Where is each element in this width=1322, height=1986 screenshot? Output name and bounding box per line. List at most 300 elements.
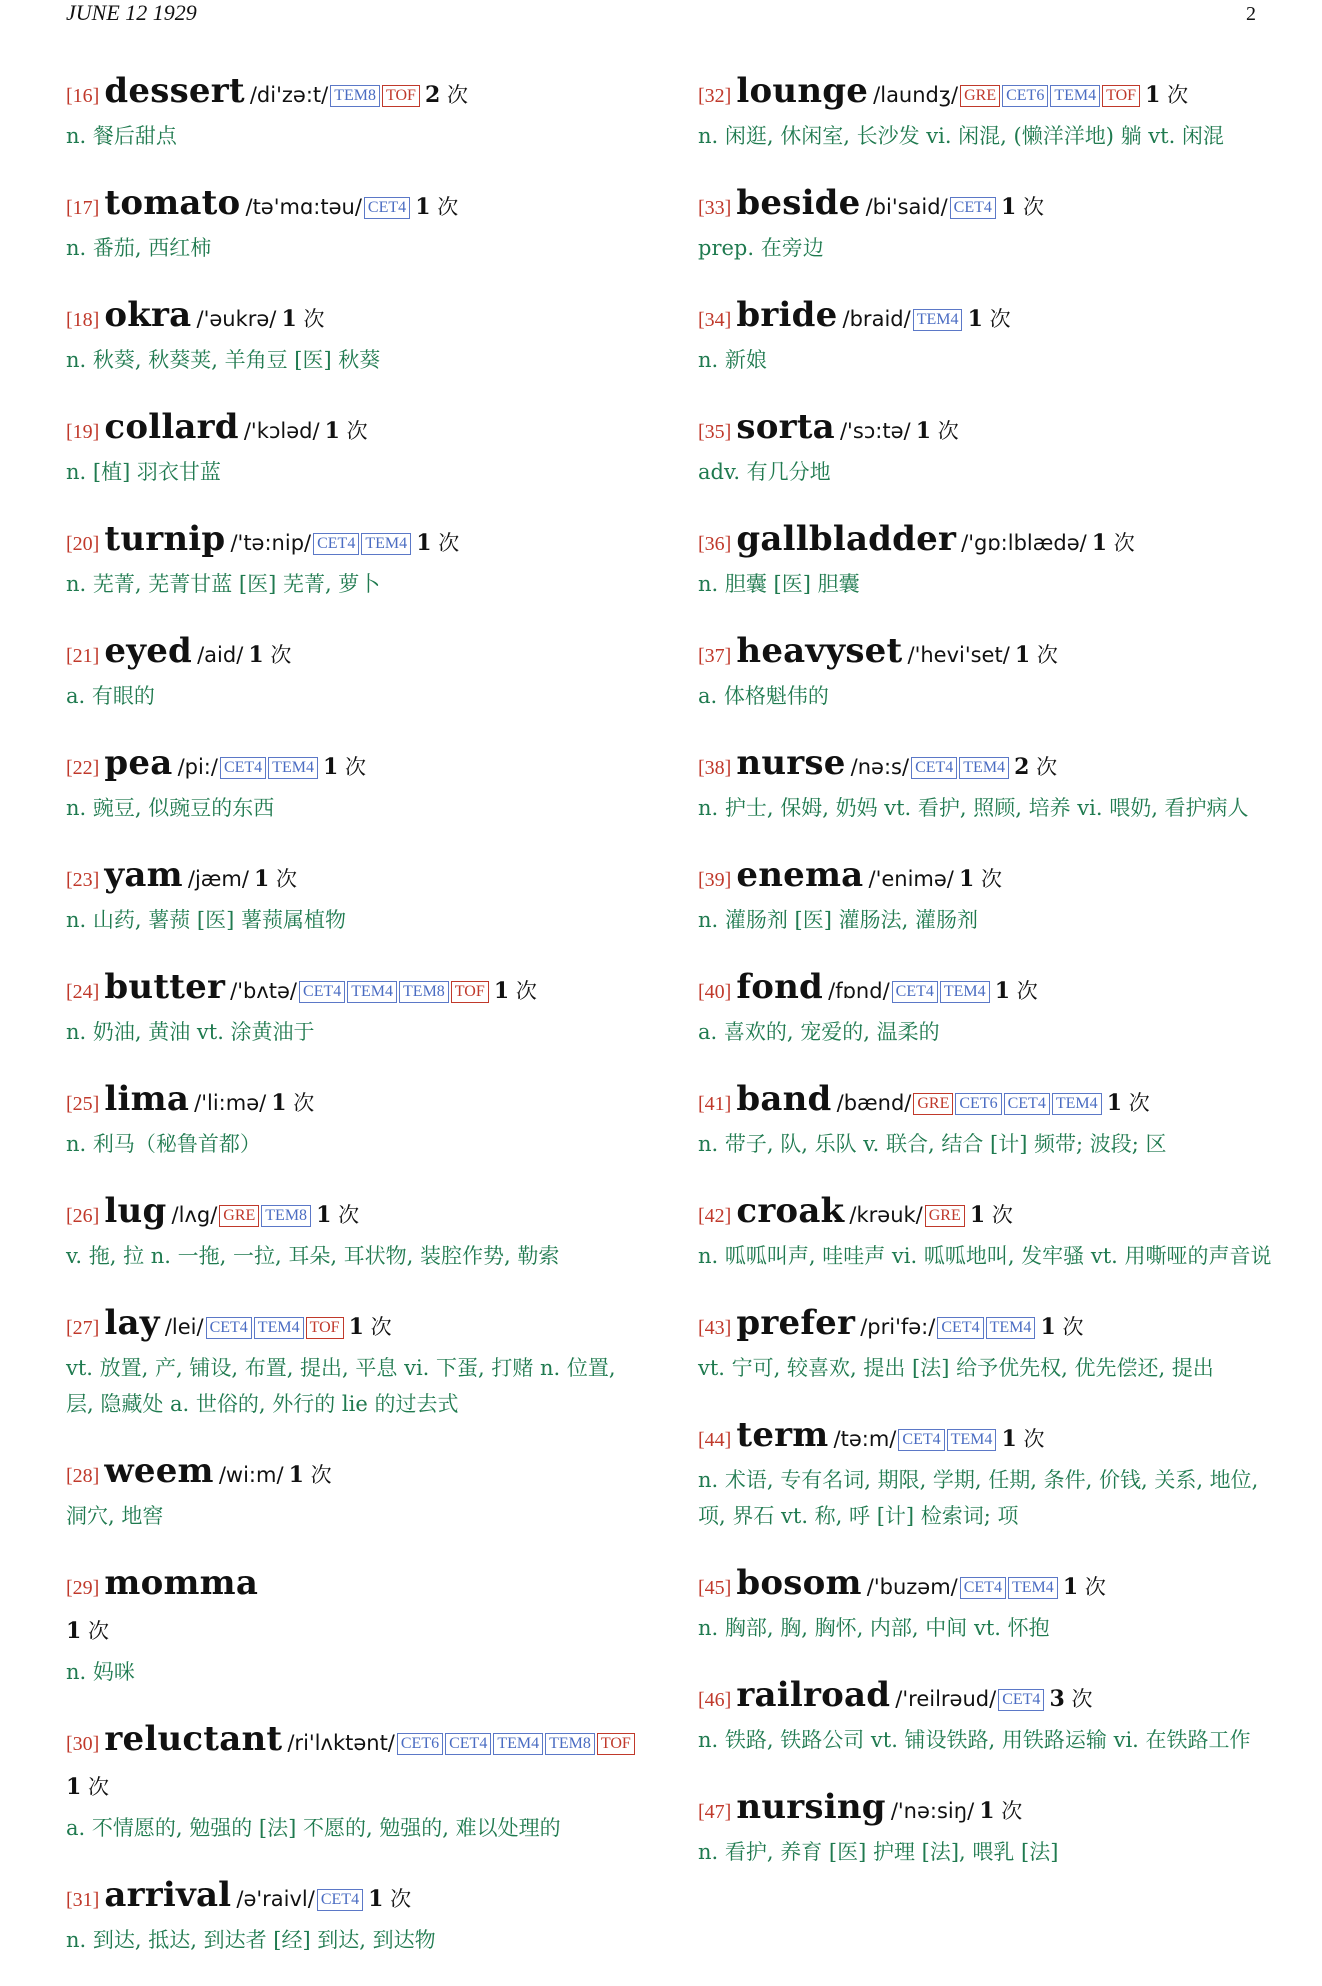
count-unit: 次 bbox=[293, 1091, 315, 1115]
vocab-entry bbox=[66, 1078, 636, 1162]
headword: sorta bbox=[736, 407, 835, 447]
occurrence-count bbox=[1040, 1315, 1083, 1339]
vocab-entry bbox=[66, 406, 636, 490]
count-unit: 次 bbox=[1128, 1091, 1150, 1115]
occurrence-count bbox=[1050, 1687, 1093, 1711]
count-number: 1 bbox=[415, 194, 431, 220]
count-unit: 次 bbox=[1167, 83, 1189, 107]
definition: n. 术语, 专有名词, 期限, 学期, 任期, 条件, 价钱, 关系, 地位, 项, 界石 vt. 称, 呼 [计] 检索词; 项 bbox=[698, 1468, 1259, 1528]
exam-tag: GRE bbox=[219, 1205, 259, 1227]
entry-index: [32] bbox=[698, 85, 732, 107]
entry-head bbox=[698, 1190, 1273, 1238]
count-number: 1 bbox=[1040, 1314, 1056, 1340]
headword: band bbox=[736, 1079, 832, 1119]
count-unit: 次 bbox=[1016, 979, 1038, 1003]
definition: n. 看护, 养育 [医] 护理 [法], 喂乳 [法] bbox=[698, 1840, 1059, 1864]
vocab-entry bbox=[66, 630, 636, 714]
exam-tag: TOF bbox=[306, 1317, 344, 1339]
count-number: 1 bbox=[979, 1798, 995, 1824]
definition: n. 奶油, 黄油 vt. 涂黄油于 bbox=[66, 1020, 315, 1044]
occurrence-count bbox=[1092, 531, 1135, 555]
page-number: 2 bbox=[1246, 3, 1256, 25]
count-number: 2 bbox=[425, 82, 441, 108]
entry-head bbox=[698, 70, 1273, 118]
headword: term bbox=[736, 1415, 829, 1455]
definition: n. 到达, 抵达, 到达者 [经] 到达, 到达物 bbox=[66, 1928, 436, 1952]
exam-tag: CET4 bbox=[898, 1429, 944, 1451]
headword: eyed bbox=[104, 631, 193, 671]
entry-head bbox=[66, 406, 636, 454]
phonetic: /lei/ bbox=[164, 1315, 204, 1339]
entry-head bbox=[66, 1562, 636, 1654]
phonetic: /'gɒ:lblædə/ bbox=[961, 531, 1087, 555]
vocab-entry bbox=[698, 966, 1273, 1050]
exam-tag: CET6 bbox=[397, 1733, 443, 1755]
occurrence-count bbox=[66, 1775, 109, 1799]
entry-index: [23] bbox=[66, 869, 100, 891]
exam-tag: TOF bbox=[597, 1733, 635, 1755]
count-unit: 次 bbox=[1071, 1687, 1093, 1711]
phonetic: /jæm/ bbox=[187, 867, 249, 891]
exam-tag: GRE bbox=[913, 1093, 953, 1115]
entry-head bbox=[698, 1786, 1273, 1834]
phonetic: /ri'lʌktənt/ bbox=[287, 1731, 395, 1755]
exam-tag: TOF bbox=[1102, 85, 1140, 107]
headword: lounge bbox=[736, 71, 869, 111]
phonetic: /bænd/ bbox=[836, 1091, 912, 1115]
headword: prefer bbox=[736, 1303, 856, 1343]
exam-tag: TEM4 bbox=[986, 1317, 1036, 1339]
definition: v. 拖, 拉 n. 一拖, 一拉, 耳朵, 耳状物, 装腔作势, 勒索 bbox=[66, 1244, 560, 1268]
count-unit: 次 bbox=[1036, 643, 1058, 667]
headword: croak bbox=[736, 1191, 845, 1231]
count-unit: 次 bbox=[338, 1203, 360, 1227]
vocab-entry bbox=[66, 182, 636, 266]
count-unit: 次 bbox=[1023, 1427, 1045, 1451]
count-unit: 次 bbox=[346, 419, 368, 443]
occurrence-count bbox=[349, 1315, 392, 1339]
headword: tomato bbox=[104, 183, 241, 223]
phonetic: /'enimə/ bbox=[868, 867, 954, 891]
definition: n. 带子, 队, 乐队 v. 联合, 结合 [计] 频带; 波段; 区 bbox=[698, 1132, 1167, 1156]
exam-tag: CET4 bbox=[911, 757, 957, 779]
definition: n. 山药, 薯蓣 [医] 薯蓣属植物 bbox=[66, 908, 346, 932]
entry-head bbox=[698, 854, 1273, 902]
entry-head bbox=[698, 518, 1273, 566]
phonetic: /'nə:siŋ/ bbox=[890, 1799, 975, 1823]
vocab-entry bbox=[698, 630, 1273, 714]
count-unit: 次 bbox=[980, 867, 1002, 891]
count-unit: 次 bbox=[438, 531, 460, 555]
count-number: 3 bbox=[1049, 1686, 1065, 1712]
vocab-entry bbox=[66, 1450, 636, 1534]
entry-head bbox=[66, 1302, 636, 1350]
entry-head bbox=[66, 854, 636, 902]
count-unit: 次 bbox=[88, 1775, 109, 1799]
vocab-entry bbox=[698, 1078, 1273, 1162]
count-unit: 次 bbox=[270, 643, 292, 667]
occurrence-count bbox=[1001, 195, 1044, 219]
exam-tag: TEM4 bbox=[1008, 1577, 1058, 1599]
vocab-entry bbox=[66, 742, 636, 826]
exam-tag: TEM4 bbox=[1050, 85, 1100, 107]
entry-index: [28] bbox=[66, 1465, 100, 1487]
exam-tag: GRE bbox=[960, 85, 1000, 107]
definition: a. 有眼的 bbox=[66, 684, 155, 708]
exam-tag: CET6 bbox=[1002, 85, 1048, 107]
phonetic: /tə:m/ bbox=[833, 1427, 897, 1451]
count-number: 1 bbox=[1014, 642, 1031, 668]
phonetic: /'əukrə/ bbox=[196, 307, 277, 331]
vocab-entry bbox=[698, 1414, 1273, 1534]
definition: n. 灌肠剂 [医] 灌肠法, 灌肠剂 bbox=[698, 908, 978, 932]
count-unit: 次 bbox=[1001, 1799, 1023, 1823]
vocab-entry bbox=[698, 1190, 1273, 1274]
entry-index: [16] bbox=[66, 85, 100, 107]
occurrence-count bbox=[494, 979, 537, 1003]
count-unit: 次 bbox=[991, 1203, 1013, 1227]
count-number: 1 bbox=[1145, 82, 1161, 108]
headword: lay bbox=[104, 1303, 160, 1343]
occurrence-count bbox=[415, 195, 458, 219]
entry-index: [40] bbox=[698, 981, 732, 1003]
exam-tag: CET4 bbox=[313, 533, 359, 555]
count-unit: 次 bbox=[937, 419, 959, 443]
entry-index: [29] bbox=[66, 1577, 100, 1599]
count-unit: 次 bbox=[1036, 755, 1058, 779]
headword: nursing bbox=[736, 1787, 886, 1827]
count-unit: 次 bbox=[989, 307, 1011, 331]
count-number: 1 bbox=[967, 306, 983, 332]
definition: n. 秋葵, 秋葵荚, 羊角豆 [医] 秋葵 bbox=[66, 348, 381, 372]
exam-tag: TEM4 bbox=[268, 757, 318, 779]
entry-head bbox=[66, 518, 636, 566]
vocab-entry bbox=[66, 1874, 636, 1958]
occurrence-count bbox=[959, 867, 1002, 891]
vocab-entry bbox=[66, 854, 636, 938]
definition: 洞穴, 地窖 bbox=[66, 1504, 164, 1528]
exam-tag: TEM4 bbox=[1052, 1093, 1102, 1115]
occurrence-count bbox=[66, 1619, 109, 1643]
occurrence-count bbox=[316, 1203, 359, 1227]
phonetic: /wi:m/ bbox=[218, 1463, 284, 1487]
count-number: 1 bbox=[1091, 530, 1108, 556]
count-number: 1 bbox=[1106, 1090, 1122, 1116]
entry-index: [24] bbox=[66, 981, 100, 1003]
left-column bbox=[66, 70, 636, 1986]
phonetic: /'bʌtə/ bbox=[230, 979, 298, 1003]
headword: bride bbox=[736, 295, 838, 335]
right-column bbox=[698, 70, 1273, 1898]
headword: fond bbox=[736, 967, 824, 1007]
occurrence-count bbox=[323, 755, 366, 779]
exam-tag: TOF bbox=[382, 85, 420, 107]
headword: railroad bbox=[736, 1675, 891, 1715]
count-number: 1 bbox=[994, 978, 1011, 1004]
vocab-entry bbox=[698, 1674, 1273, 1758]
definition: prep. 在旁边 bbox=[698, 236, 824, 260]
headword: butter bbox=[104, 967, 226, 1007]
count-unit: 次 bbox=[1113, 531, 1135, 555]
entry-head bbox=[66, 1718, 636, 1810]
entry-head bbox=[66, 630, 636, 678]
definition: n. 呱呱叫声, 哇哇声 vi. 呱呱地叫, 发牢骚 vt. 用嘶哑的声音说 bbox=[698, 1244, 1272, 1268]
count-unit: 次 bbox=[303, 307, 325, 331]
headword: lima bbox=[104, 1079, 190, 1119]
entry-head bbox=[66, 1450, 636, 1498]
count-number: 1 bbox=[254, 866, 270, 892]
page-date: JUNE 12 1929 bbox=[66, 0, 197, 25]
headword: momma bbox=[104, 1563, 259, 1603]
count-number: 1 bbox=[248, 642, 264, 668]
exam-tag: CET4 bbox=[998, 1689, 1044, 1711]
count-number: 1 bbox=[493, 978, 510, 1004]
phonetic: /'hevi'set/ bbox=[907, 643, 1010, 667]
entry-index: [21] bbox=[66, 645, 100, 667]
exam-tag: TEM4 bbox=[959, 757, 1009, 779]
count-unit: 次 bbox=[1084, 1575, 1106, 1599]
exam-tag: TEM4 bbox=[947, 1429, 997, 1451]
definition: adv. 有几分地 bbox=[698, 460, 831, 484]
occurrence-count bbox=[1015, 643, 1058, 667]
headword: reluctant bbox=[104, 1719, 283, 1759]
entry-head bbox=[66, 1874, 636, 1922]
occurrence-count bbox=[368, 1887, 411, 1911]
occurrence-count bbox=[916, 419, 959, 443]
entry-index: [46] bbox=[698, 1689, 732, 1711]
count-number: 1 bbox=[915, 418, 932, 444]
exam-tag: CET4 bbox=[317, 1889, 363, 1911]
entry-index: [33] bbox=[698, 197, 732, 219]
count-number: 1 bbox=[316, 1202, 332, 1228]
entry-index: [41] bbox=[698, 1093, 732, 1115]
page-header bbox=[66, 0, 1256, 34]
count-number: 2 bbox=[1014, 754, 1030, 780]
count-number: 1 bbox=[348, 1314, 364, 1340]
entry-index: [19] bbox=[66, 421, 100, 443]
entry-head bbox=[66, 70, 636, 118]
exam-tag: CET4 bbox=[364, 197, 410, 219]
definition: n. 胸部, 胸, 胸怀, 内部, 中间 vt. 怀抱 bbox=[698, 1616, 1050, 1640]
exam-tag: TEM8 bbox=[399, 981, 449, 1003]
entry-head bbox=[698, 742, 1273, 790]
phonetic: /pi:/ bbox=[177, 755, 218, 779]
entry-head bbox=[698, 1414, 1273, 1462]
entry-head bbox=[698, 966, 1273, 1014]
occurrence-count bbox=[968, 307, 1011, 331]
exam-tag: CET4 bbox=[445, 1733, 491, 1755]
exam-tag: TEM4 bbox=[254, 1317, 304, 1339]
definition: n. 护士, 保姆, 奶妈 vt. 看护, 照顾, 培养 vi. 喂奶, 看护病人 bbox=[698, 796, 1249, 820]
entry-head bbox=[66, 742, 636, 790]
vocab-entry bbox=[66, 1190, 636, 1274]
occurrence-count bbox=[416, 531, 459, 555]
count-number: 1 bbox=[271, 1090, 287, 1116]
vocab-entry bbox=[698, 406, 1273, 490]
entry-index: [17] bbox=[66, 197, 100, 219]
entry-head bbox=[698, 1674, 1273, 1722]
occurrence-count bbox=[325, 419, 368, 443]
entry-head bbox=[66, 182, 636, 230]
phonetic: /tə'mɑ:təu/ bbox=[245, 195, 362, 219]
vocab-entry bbox=[66, 1302, 636, 1422]
count-number: 1 bbox=[66, 1618, 82, 1644]
count-number: 1 bbox=[969, 1202, 986, 1228]
entry-head bbox=[698, 1562, 1273, 1610]
phonetic: /di'zə:t/ bbox=[249, 83, 329, 107]
definition: n. 新娘 bbox=[698, 348, 767, 372]
definition: n. 番茄, 西红柿 bbox=[66, 236, 212, 260]
phonetic: /'li:mə/ bbox=[194, 1091, 267, 1115]
count-unit: 次 bbox=[447, 83, 469, 107]
exam-tag: TEM4 bbox=[361, 533, 411, 555]
count-number: 1 bbox=[324, 418, 340, 444]
exam-tag: CET4 bbox=[1004, 1093, 1050, 1115]
headword: turnip bbox=[104, 519, 226, 559]
count-unit: 次 bbox=[88, 1619, 109, 1643]
definition: n. 胆囊 [医] 胆囊 bbox=[698, 572, 860, 596]
exam-tag: TEM8 bbox=[330, 85, 380, 107]
entry-head bbox=[698, 182, 1273, 230]
headword: gallbladder bbox=[736, 519, 957, 559]
exam-tag: CET4 bbox=[950, 197, 996, 219]
count-number: 1 bbox=[281, 306, 297, 332]
vocab-entry bbox=[66, 70, 636, 154]
vocab-entry bbox=[66, 1718, 636, 1846]
vocab-entry bbox=[698, 294, 1273, 378]
exam-tag: CET4 bbox=[960, 1577, 1006, 1599]
phonetic: /'kɔləd/ bbox=[243, 419, 320, 443]
entry-index: [42] bbox=[698, 1205, 732, 1227]
count-number: 1 bbox=[323, 754, 339, 780]
entry-head bbox=[66, 1190, 636, 1238]
occurrence-count bbox=[1107, 1091, 1150, 1115]
count-unit: 次 bbox=[370, 1315, 392, 1339]
definition: n. 豌豆, 似豌豆的东西 bbox=[66, 796, 275, 820]
headword: arrival bbox=[104, 1875, 232, 1915]
definition: n. 妈咪 bbox=[66, 1660, 135, 1684]
vocab-entry bbox=[66, 1562, 636, 1690]
phonetic: /laundʒ/ bbox=[873, 83, 959, 107]
exam-tag: GRE bbox=[925, 1205, 965, 1227]
definition: n. 闲逛, 休闲室, 长沙发 vi. 闲混, (懒洋洋地) 躺 vt. 闲混 bbox=[698, 124, 1224, 148]
headword: heavyset bbox=[736, 631, 903, 671]
definition: n. [植] 羽衣甘蓝 bbox=[66, 460, 221, 484]
phonetic: /aid/ bbox=[197, 643, 244, 667]
vocab-entry bbox=[698, 854, 1273, 938]
entry-index: [39] bbox=[698, 869, 732, 891]
headword: pea bbox=[104, 743, 173, 783]
headword: collard bbox=[104, 407, 239, 447]
entry-index: [37] bbox=[698, 645, 732, 667]
entry-index: [44] bbox=[698, 1429, 732, 1451]
vocab-entry bbox=[698, 1786, 1273, 1870]
entry-index: [36] bbox=[698, 533, 732, 555]
vocab-entry bbox=[698, 518, 1273, 602]
entry-index: [26] bbox=[66, 1205, 100, 1227]
headword: bosom bbox=[736, 1563, 862, 1603]
count-number: 1 bbox=[1001, 1426, 1017, 1452]
count-unit: 次 bbox=[390, 1887, 412, 1911]
entry-head bbox=[66, 1078, 636, 1126]
definition: n. 利马（秘鲁首都） bbox=[66, 1132, 261, 1156]
exam-tag: CET4 bbox=[206, 1317, 252, 1339]
definition: vt. 放置, 产, 铺设, 布置, 提出, 平息 vi. 下蛋, 打赌 n. 位置, 层, 隐藏处 a. 世俗的, 外行的 lie 的过去式 bbox=[66, 1356, 616, 1416]
entry-index: [22] bbox=[66, 757, 100, 779]
entry-index: [45] bbox=[698, 1577, 732, 1599]
exam-tag: CET4 bbox=[299, 981, 345, 1003]
count-unit: 次 bbox=[1022, 195, 1044, 219]
count-unit: 次 bbox=[276, 867, 298, 891]
occurrence-count bbox=[970, 1203, 1013, 1227]
occurrence-count bbox=[1063, 1575, 1106, 1599]
entry-head bbox=[698, 630, 1273, 678]
phonetic: /ə'raivl/ bbox=[236, 1887, 315, 1911]
count-number: 1 bbox=[288, 1462, 304, 1488]
vocab-entry bbox=[698, 1302, 1273, 1386]
phonetic: /krəuk/ bbox=[849, 1203, 923, 1227]
occurrence-count bbox=[281, 307, 324, 331]
count-number: 1 bbox=[958, 866, 975, 892]
entry-index: [25] bbox=[66, 1093, 100, 1115]
definition: n. 铁路, 铁路公司 vt. 铺设铁路, 用铁路运输 vi. 在铁路工作 bbox=[698, 1728, 1251, 1752]
exam-tag: TEM4 bbox=[347, 981, 397, 1003]
entry-index: [27] bbox=[66, 1317, 100, 1339]
entry-head bbox=[698, 406, 1273, 454]
entry-index: [35] bbox=[698, 421, 732, 443]
count-number: 1 bbox=[368, 1886, 384, 1912]
vocab-entry bbox=[66, 294, 636, 378]
definition: vt. 宁可, 较喜欢, 提出 [法] 给予优先权, 优先偿还, 提出 bbox=[698, 1356, 1214, 1380]
exam-tag: CET4 bbox=[220, 757, 266, 779]
exam-tag: CET6 bbox=[955, 1093, 1001, 1115]
exam-tag: TEM4 bbox=[913, 309, 963, 331]
definition: n. 餐后甜点 bbox=[66, 124, 177, 148]
exam-tag: TEM8 bbox=[261, 1205, 311, 1227]
exam-tag: TEM4 bbox=[940, 981, 990, 1003]
entry-index: [38] bbox=[698, 757, 732, 779]
vocab-entry bbox=[698, 182, 1273, 266]
entry-head bbox=[698, 1078, 1273, 1126]
phonetic: /bi'said/ bbox=[865, 195, 948, 219]
exam-tag: CET4 bbox=[892, 981, 938, 1003]
headword: beside bbox=[736, 183, 861, 223]
count-unit: 次 bbox=[515, 979, 537, 1003]
phonetic: /lʌg/ bbox=[171, 1203, 218, 1227]
headword: dessert bbox=[104, 71, 245, 111]
occurrence-count bbox=[289, 1463, 332, 1487]
phonetic: /pri'fə:/ bbox=[860, 1315, 936, 1339]
entry-head bbox=[66, 294, 636, 342]
phonetic: /'reilrəud/ bbox=[895, 1687, 997, 1711]
occurrence-count bbox=[271, 1091, 314, 1115]
phonetic: /'tə:nip/ bbox=[230, 531, 312, 555]
entry-head bbox=[698, 1302, 1273, 1350]
exam-tag: TOF bbox=[451, 981, 489, 1003]
headword: lug bbox=[104, 1191, 167, 1231]
phonetic: /'sɔ:tə/ bbox=[839, 419, 911, 443]
entry-index: [43] bbox=[698, 1317, 732, 1339]
occurrence-count bbox=[425, 83, 468, 107]
phonetic: /nə:s/ bbox=[850, 755, 910, 779]
count-number: 1 bbox=[1000, 194, 1017, 220]
exam-tag: TEM4 bbox=[493, 1733, 543, 1755]
entry-index: [47] bbox=[698, 1801, 732, 1823]
occurrence-count bbox=[248, 643, 291, 667]
entry-index: [30] bbox=[66, 1733, 100, 1755]
vocab-entry bbox=[66, 966, 636, 1050]
count-number: 1 bbox=[66, 1774, 82, 1800]
